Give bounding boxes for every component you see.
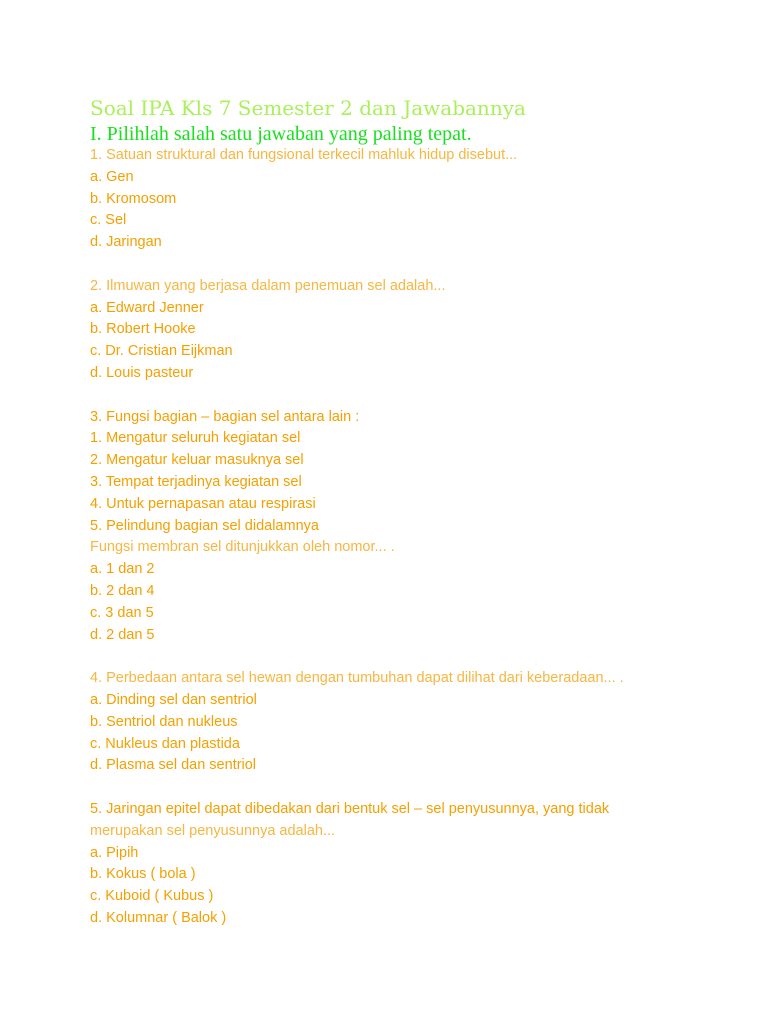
question-prompt: 4. Perbedaan antara sel hewan dengan tumbuhan dapat dilihat dari keberadaan... . (90, 670, 624, 687)
question-2 (90, 276, 750, 385)
answer-option: c. Kuboid ( Kubus ) (90, 888, 214, 905)
statement-item: 1. Mengatur seluruh kegiatan sel (90, 430, 301, 447)
answer-option: b. Kromosom (90, 190, 177, 207)
answer-option: a. Pipih (90, 844, 139, 861)
question-4 (90, 668, 750, 777)
answer-option: c. Sel (90, 212, 127, 229)
section-instruction: I. Pilihlah salah satu jawaban yang paling tepat. (90, 123, 472, 145)
question-prompt: 3. Fungsi bagian – bagian sel antara lain : (90, 408, 360, 425)
question-prompt: 1. Satuan struktural dan fungsional terkecil mahluk hidup disebut... (90, 147, 518, 163)
answer-option: a. Gen (90, 168, 134, 185)
question-3 (90, 407, 750, 647)
answer-option: a. Edward Jenner (90, 299, 204, 316)
question-prompt: 2. Ilmuwan yang berjasa dalam penemuan sel adalah... (90, 277, 446, 294)
question-prompt-continued: merupakan sel penyusunnya adalah... (90, 822, 336, 839)
answer-option: d. Jaringan (90, 234, 162, 251)
answer-option: b. Robert Hooke (90, 321, 196, 338)
question-prompt: 5. Jaringan epitel dapat dibedakan dari bentuk sel – sel penyusunnya, yang tidak (90, 800, 610, 817)
answer-option: b. Kokus ( bola ) (90, 866, 196, 883)
answer-option: a. Dinding sel dan sentriol (90, 691, 257, 708)
question-1 (90, 145, 750, 254)
answer-option: d. Plasma sel dan sentriol (90, 757, 257, 774)
question-5 (90, 799, 750, 930)
answer-option: b. 2 dan 4 (90, 582, 155, 599)
answer-option: d. Louis pasteur (90, 364, 194, 381)
question-list (90, 145, 750, 951)
statement-item: 2. Mengatur keluar masuknya sel (90, 452, 304, 469)
answer-option: c. 3 dan 5 (90, 604, 154, 621)
document-title: Soal IPA Kls 7 Semester 2 dan Jawabannya (90, 96, 526, 120)
statement-item: 4. Untuk pernapasan atau respirasi (90, 495, 316, 512)
answer-option: d. 2 dan 5 (90, 626, 155, 643)
answer-option: b. Sentriol dan nukleus (90, 713, 238, 730)
answer-option: c. Dr. Cristian Eijkman (90, 343, 233, 360)
statement-item: 3. Tempat terjadinya kegiatan sel (90, 473, 302, 490)
answer-option: c. Nukleus dan plastida (90, 735, 240, 752)
answer-option: d. Kolumnar ( Balok ) (90, 909, 227, 926)
answer-option: a. 1 dan 2 (90, 561, 155, 578)
question-sub-prompt: Fungsi membran sel ditunjukkan oleh nomor... . (90, 539, 395, 556)
statement-item: 5. Pelindung bagian sel didalamnya (90, 517, 319, 534)
